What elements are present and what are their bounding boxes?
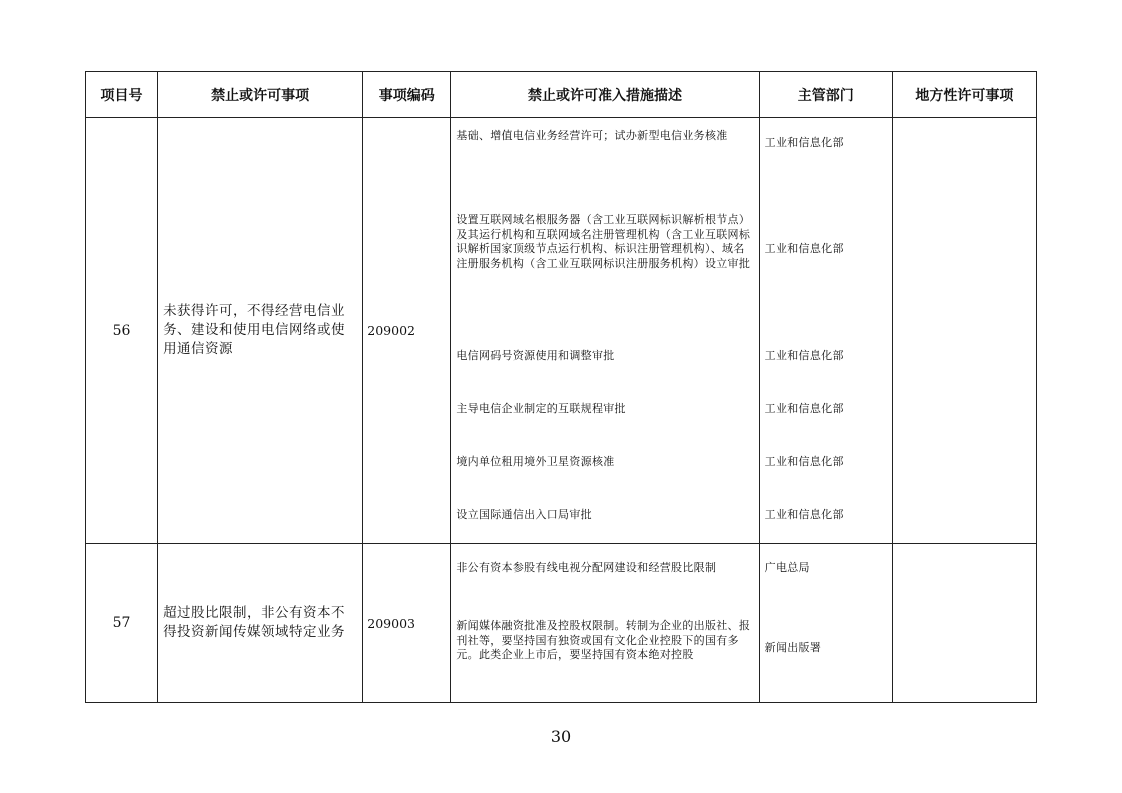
measure-text: 非公有资本参股有线电视分配网建设和经营股比限制 (456, 561, 717, 574)
header-measures: 禁止或许可准入措施描述 (451, 72, 759, 118)
table-row (86, 118, 1037, 544)
row-departments (759, 118, 892, 544)
row-measures (451, 544, 759, 703)
row-local-permit (892, 544, 1036, 703)
department-text: 广电总局 (764, 561, 810, 574)
row-measures (451, 118, 759, 544)
row-code: 209003 (363, 544, 451, 703)
department-text: 工业和信息化部 (764, 508, 844, 521)
row-item: 未获得许可，不得经营电信业务、建设和使用电信网络或使用通信资源 (158, 118, 363, 544)
row-number: 56 (86, 118, 158, 544)
table-row (86, 544, 1037, 703)
department-text: 工业和信息化部 (764, 136, 844, 149)
header-local-permit: 地方性许可事项 (892, 72, 1036, 118)
department-text: 新闻出版署 (764, 641, 822, 654)
page-number: 30 (550, 727, 572, 746)
row-code: 209002 (363, 118, 451, 544)
row-departments (759, 544, 892, 703)
measure-text: 主导电信企业制定的互联规程审批 (456, 402, 626, 415)
row-item: 超过股比限制，非公有资本不得投资新闻传媒领域特定业务 (158, 544, 363, 703)
department-text: 工业和信息化部 (764, 455, 844, 468)
measure-text: 境内单位租用境外卫星资源核准 (456, 455, 615, 468)
department-text: 工业和信息化部 (764, 242, 844, 255)
measure-text: 基础、增值电信业务经营许可；试办新型电信业务核准 (456, 129, 728, 142)
header-item-number: 项目号 (86, 72, 158, 118)
header-code: 事项编码 (363, 72, 451, 118)
measure-text: 电信网码号资源使用和调整审批 (456, 349, 615, 362)
measure-text: 设置互联网域名根服务器（含工业互联网标识解析根节点）及其运行机构和互联网域名注册管理机构（含工业互联网标识解析国家顶级节点运行机构、标识注册管理机构）、域名注册服务机构（含工业互联网标识注册服务机构）设立审批 (456, 213, 751, 270)
row-number: 57 (86, 544, 158, 703)
measure-text: 设立国际通信出入口局审批 (456, 508, 592, 521)
department-text: 工业和信息化部 (764, 402, 844, 415)
department-text: 工业和信息化部 (764, 349, 844, 362)
table-header-row (86, 72, 1037, 118)
header-department: 主管部门 (759, 72, 892, 118)
row-local-permit (892, 118, 1036, 544)
header-item: 禁止或许可事项 (158, 72, 363, 118)
measure-text: 新闻媒体融资批准及控股权限制。转制为企业的出版社、报刊社等，要坚持国有独资或国有文化企业控股下的国有多元。此类企业上市后，要坚持国有资本绝对控股 (456, 619, 751, 661)
negative-list-table (85, 71, 1037, 703)
